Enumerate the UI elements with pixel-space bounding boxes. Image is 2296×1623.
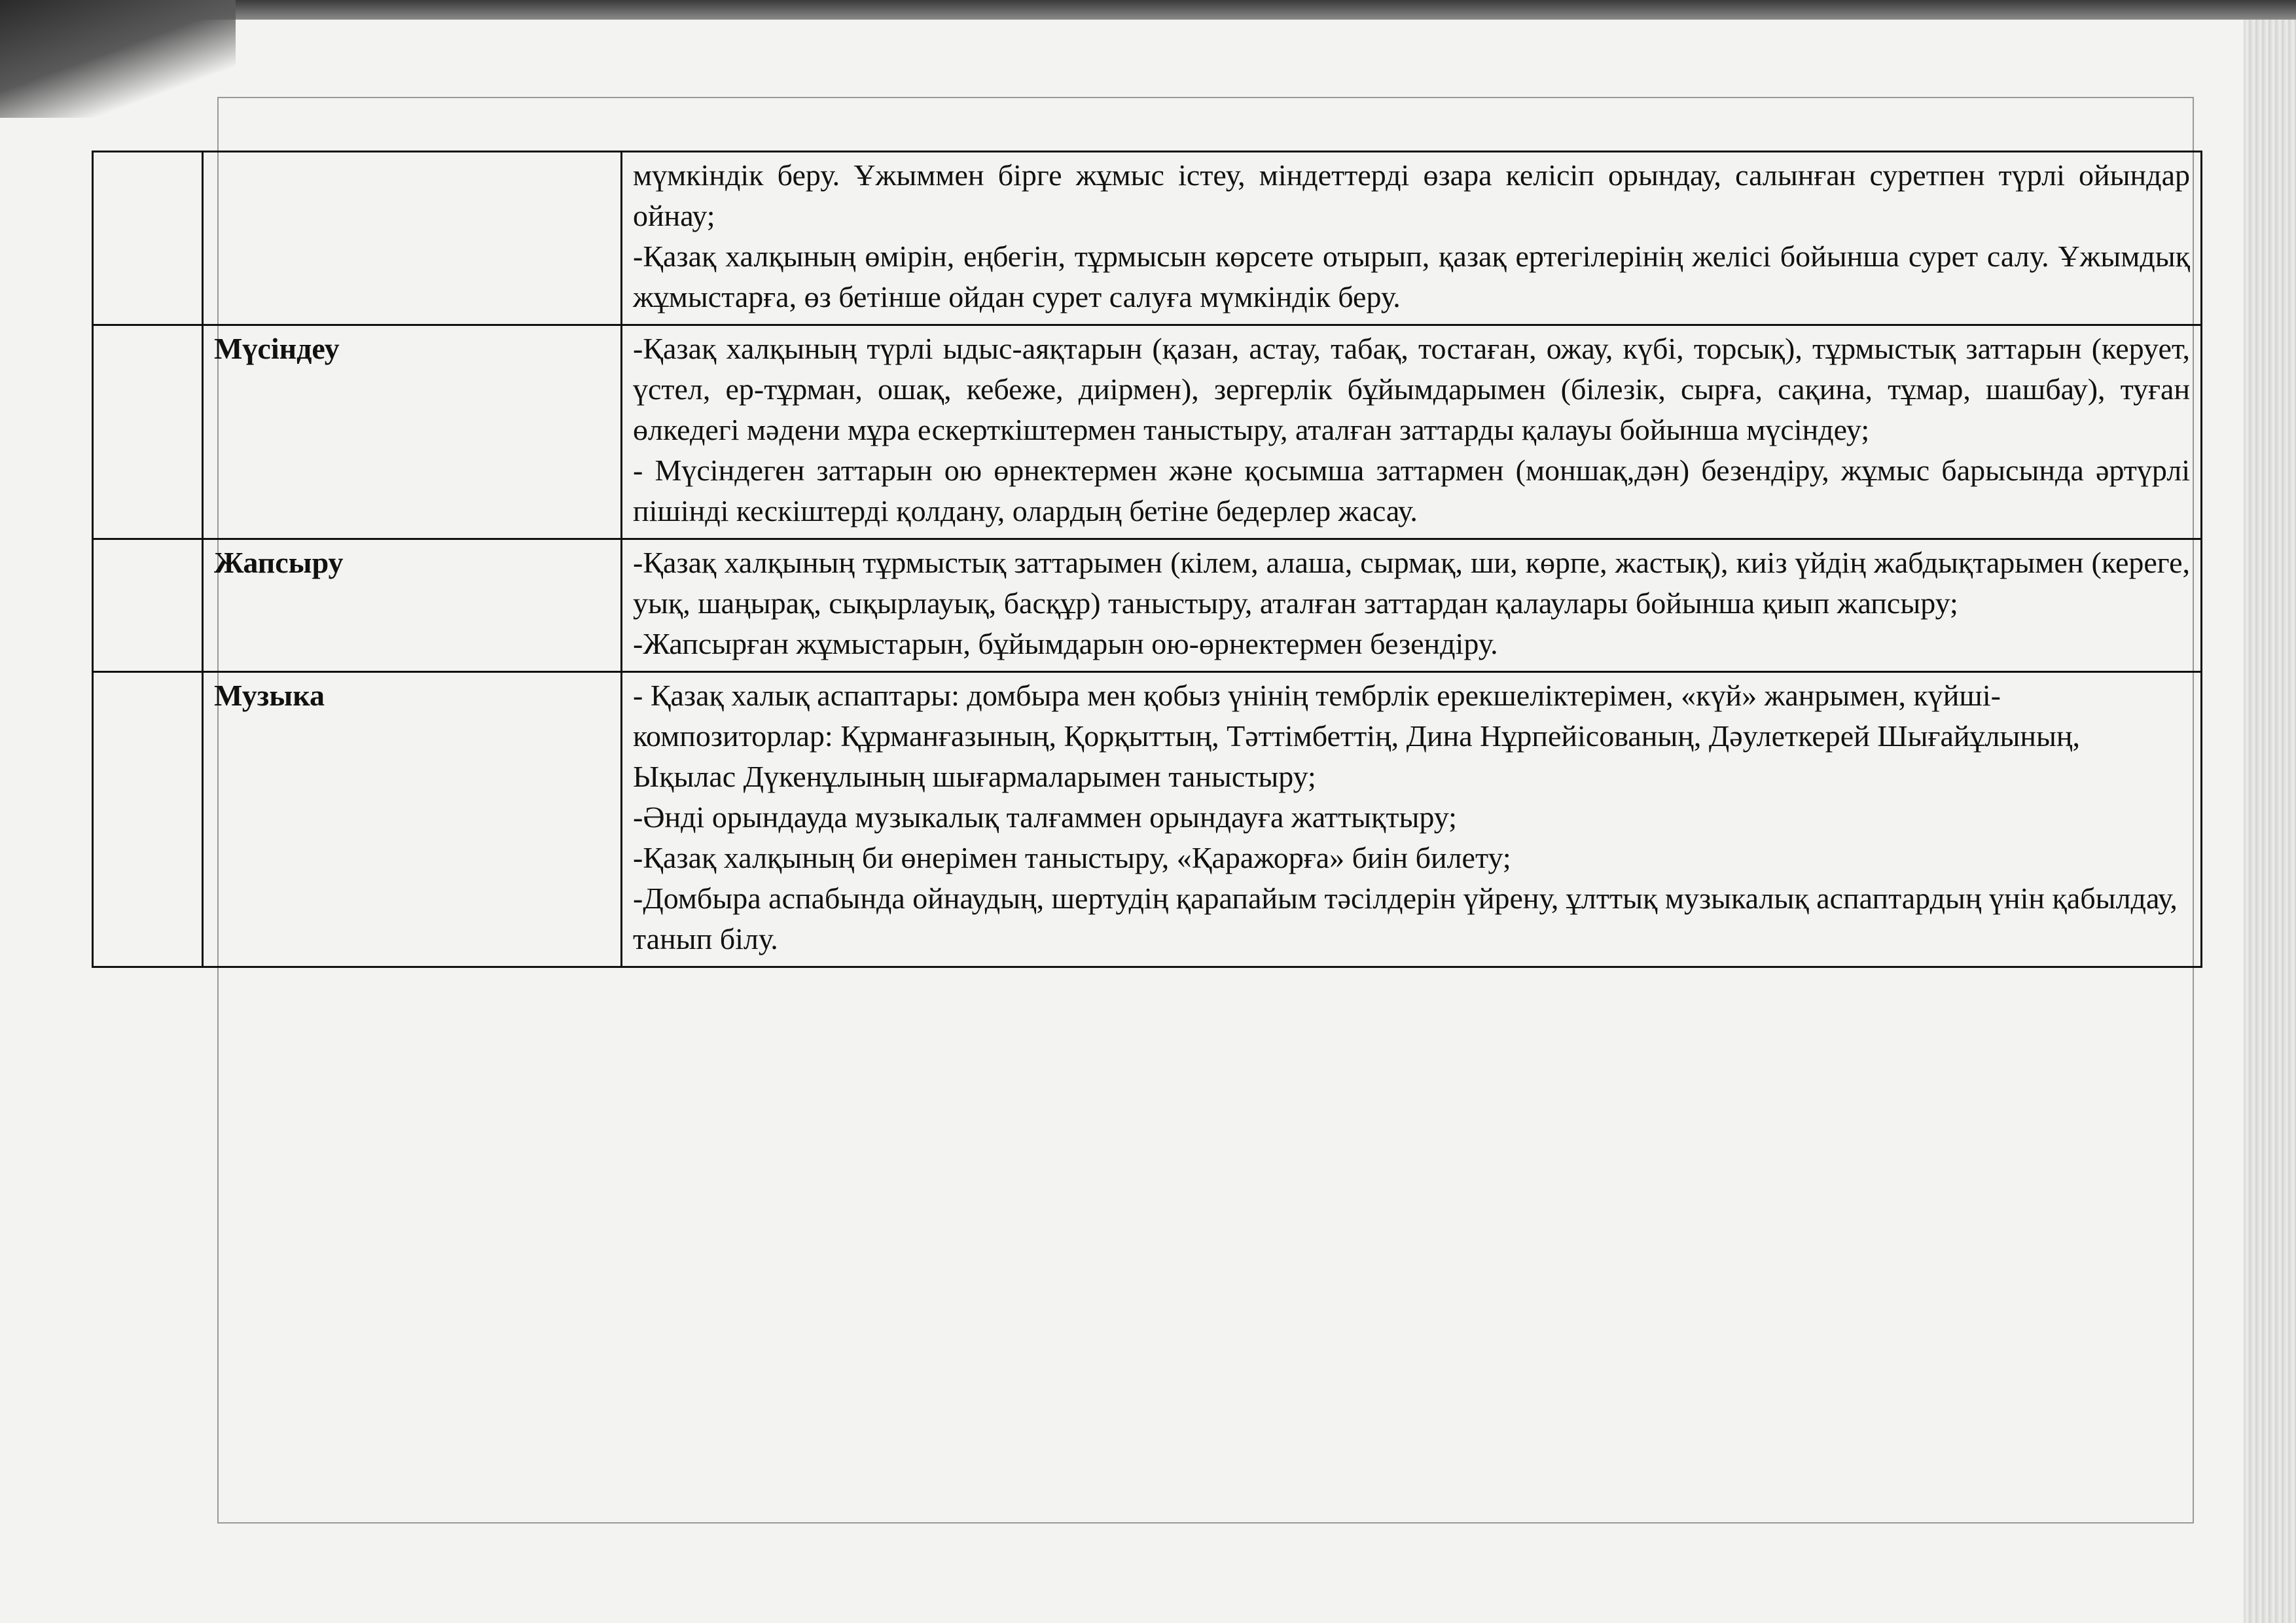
page-edge — [2244, 20, 2296, 1623]
subject-label: Музыка — [214, 679, 325, 712]
row-number-cell — [93, 672, 203, 967]
row-number-cell — [93, 152, 203, 325]
content-paragraph: -Қазақ халқының тұрмыстық заттарымен (кілем, алаша, сырмақ, ши, көрпе, жастық), киіз үйдің жабдықтарымен (кереге, уық, шаңырақ, сықырлауық, басқұр) таныстыру, аталған заттардан қалаулары бойынша қиып жапсыру; — [633, 546, 2190, 620]
content-paragraph: -Домбыра аспабында ойнаудың, шертудің қарапайым тәсілдерін үйрену, ұлттық музыкалық аспаптардың үнін қабылдау, танып білу. — [633, 882, 2178, 955]
content-paragraph: -Әнді орындауда музыкалық талғаммен орындауға жаттықтыру; — [633, 800, 1457, 834]
subject-cell — [203, 152, 622, 325]
content-paragraph: - Қазақ халық аспаптары: домбыра мен қобыз үнінің тембрлік ерекшеліктерімен, «күй» жанрымен, күйші-композиторлар: Құрманғазының, Қорқыттың, Тәттімбеттің, Дина Нұрпейісованың, Дәулеткерей Шығайұлының, Ықылас Дүкенұлының шығармаларымен таныстыру; — [633, 679, 2080, 793]
content-paragraph: -Қазақ халқының өмірін, еңбегін, тұрмысын көрсете отырып, қазақ ертегілерінің желісі бойынша сурет салу. Ұжымдық жұмыстарға, өз бетінше ойдан сурет салуға мүмкіндік беру. — [633, 240, 2190, 313]
content-cell — [622, 539, 2202, 672]
scan-shadow-top — [0, 0, 2296, 20]
curriculum-table — [92, 151, 2202, 968]
content-paragraph: - Мүсіндеген заттарын ою өрнектермен және қосымша заттармен (моншақ,дән) безендіру, жұмыс барысында әртүрлі пішінді кескіштерді қолдану, олардың бетіне бедерлер жасау. — [633, 454, 2190, 527]
content-paragraph: мүмкіндік беру. Ұжыммен бірге жұмыс істеу, міндеттерді өзара келісіп орындау, салынған суретпен түрлі ойындар ойнау; — [633, 158, 2190, 232]
subject-cell — [203, 325, 622, 539]
subject-cell — [203, 539, 622, 672]
row-number-cell — [93, 325, 203, 539]
subject-cell — [203, 672, 622, 967]
content-cell — [622, 672, 2202, 967]
table-row — [93, 325, 2202, 539]
content-paragraph: -Жапсырған жұмыстарын, бұйымдарын ою-өрнектермен безендіру. — [633, 627, 1498, 660]
row-number-cell — [93, 539, 203, 672]
content-paragraph: -Қазақ халқының түрлі ыдыс-аяқтарын (қазан, астау, табақ, тостаған, ожау, күбі, торсық), тұрмыстық заттарын (керует, үстел, ер-тұрман, ошақ, кебеже, диірмен), зергерлік бұйымдарымен (білезік, сырға, сақина, тұмар, шашбау), туған өлкедегі мәдени мұра ескерткіштермен таныстыру, аталған заттарды қалауы бойынша мүсіндеу; — [633, 332, 2190, 446]
subject-label: Мүсіндеу — [214, 332, 340, 365]
content-cell — [622, 152, 2202, 325]
table-row — [93, 672, 2202, 967]
content-paragraph: -Қазақ халқының би өнерімен таныстыру, «Қаражорға» биін билету; — [633, 841, 1511, 874]
scan-shadow-corner — [0, 0, 236, 118]
subject-label: Жапсыру — [214, 546, 344, 579]
table-row — [93, 152, 2202, 325]
content-cell — [622, 325, 2202, 539]
table-row — [93, 539, 2202, 672]
